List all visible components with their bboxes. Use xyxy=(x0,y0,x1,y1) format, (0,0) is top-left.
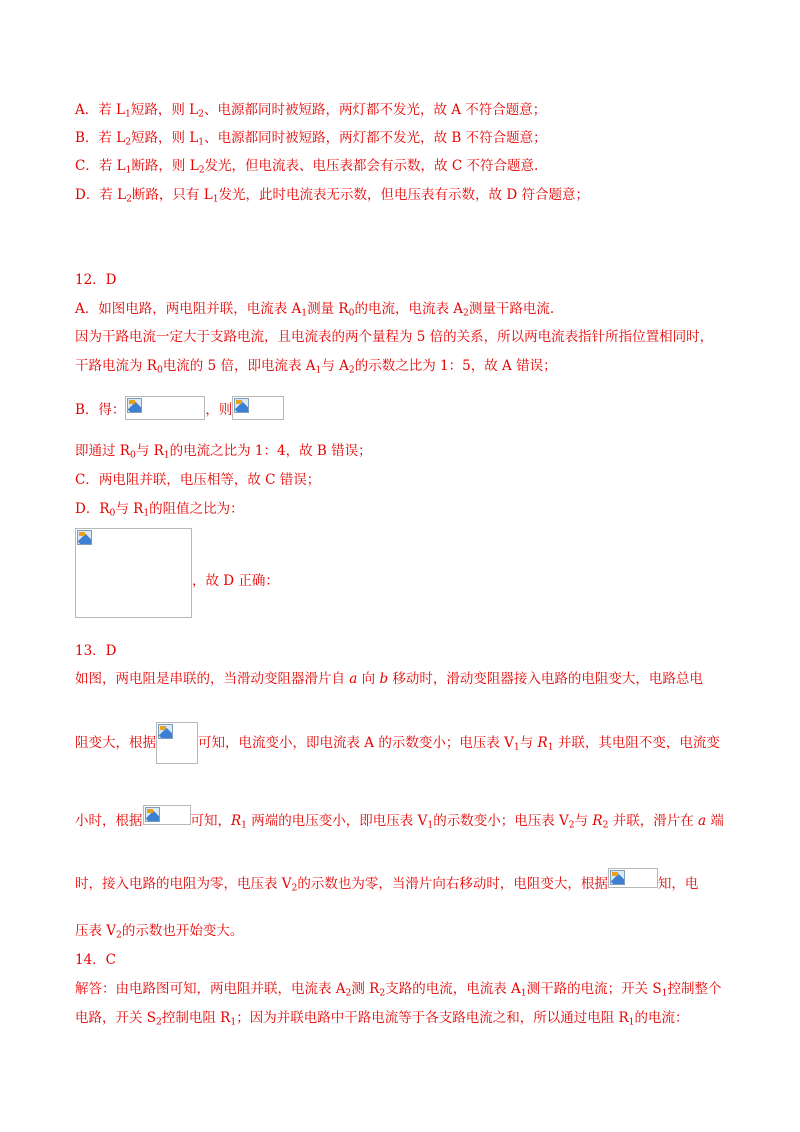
formula-image-placeholder xyxy=(232,396,284,420)
q13-line3: 小时，根据 可知，$R_1$ 两端的电压变小，即电压表 $V_1$的示数变小；电压表 $V_2$与 $R_2$ 并联，滑片在 a 端 xyxy=(75,804,724,838)
q14-heading: 14．C xyxy=(75,952,117,968)
q11-option-b: B．若 $L_2$短路，则 $L_1$、电源都同时被短路，两灯都不发光，故 B 不符合题意； xyxy=(75,130,547,148)
formula-image-placeholder xyxy=(608,868,658,888)
broken-image-icon xyxy=(158,724,173,739)
q14-line2: 电路，开关 $S_2$控制电阻 $R_1$；因为并联电路中干路电流等于各支路电流之和，所以通过电阻 $R_1$的电流： xyxy=(75,1010,689,1028)
q12-heading: 12．D xyxy=(75,272,117,288)
formula-image-placeholder xyxy=(156,722,198,764)
q12-option-d-line2: ，故 D 正确： xyxy=(75,527,279,618)
q12-option-a-line2: 因为干路电流一定大于支路电流，且电流表的两个量程为 5 倍的关系，所以两电流表指针所指位置相同时， xyxy=(75,329,714,345)
q13-line1: 如图，两电阻是串联的，当滑动变阻器滑片自 a 向 b 移动时，滑动变阻器接入电路的电阻变大，电路总电 xyxy=(75,671,703,687)
q14-line1: 解答：由电路图可知，两电阻并联，电流表 $A_2$测 $R_2$支路的电流，电流表 $A_1$测干路的电流；开关 $S_1$控制整个 xyxy=(75,981,722,999)
q13-line4: 时，接入电路的电阻为零，电压表 $V_2$的示数也为零，当滑片向右移动时，电阻变大，根据 知，电 xyxy=(75,867,698,901)
q12-option-b-line1: B．得： ，则 xyxy=(75,396,284,420)
q12-option-a-line3: 干路电流为 $R_0$电流的 5 倍，即电流表 $A_1$与 $A_2$的示数之比为 1：5，故 A 错误； xyxy=(75,358,557,376)
q11-option-d: D．若 $L_2$断路，只有 $L_1$发光，此时电流表无示数，但电压表有示数，故 D 符合题意； xyxy=(75,187,589,205)
q13-line5: 压表 $V_2$的示数也开始变大。 xyxy=(75,923,244,941)
broken-image-icon xyxy=(610,870,625,885)
q12-option-d-line1: D．$R_0$与 $R_1$的阻值之比为： xyxy=(75,501,244,519)
formula-image-placeholder xyxy=(143,805,191,825)
q13-heading: 13．D xyxy=(75,643,117,659)
formula-image-placeholder xyxy=(125,396,205,420)
q13-line2: 阻变大，根据 可知，电流变小，即电流表 A 的示数变小；电压表 $V_1$与 $R_1$ 并联，其电阻不变，电流变 xyxy=(75,722,720,764)
broken-image-icon xyxy=(77,530,92,545)
q11-option-a: A．若 $L_1$短路，则 $L_2$、电源都同时被短路，两灯都不发光，故 A 不符合题意； xyxy=(75,102,547,120)
broken-image-icon xyxy=(234,398,249,413)
q11-option-c: C．若 $L_1$断路，则 $L_2$发光，但电流表、电压表都会有示数，故 C 不符合题意. xyxy=(75,158,539,176)
broken-image-icon xyxy=(127,398,142,413)
formula-image-placeholder xyxy=(75,528,192,618)
q12-option-c: C．两电阻并联，电压相等，故 C 错误； xyxy=(75,472,321,488)
q12-option-b-line2: 即通过 $R_0$与 $R_1$的电流之比为 1：4，故 B 错误； xyxy=(75,443,372,461)
broken-image-icon xyxy=(145,807,160,822)
q12-option-a-line1: A．如图电路，两电阻并联，电流表 $A_1$测量 $R_0$的电流，电流表 $A_2$测量干路电流. xyxy=(75,301,555,319)
